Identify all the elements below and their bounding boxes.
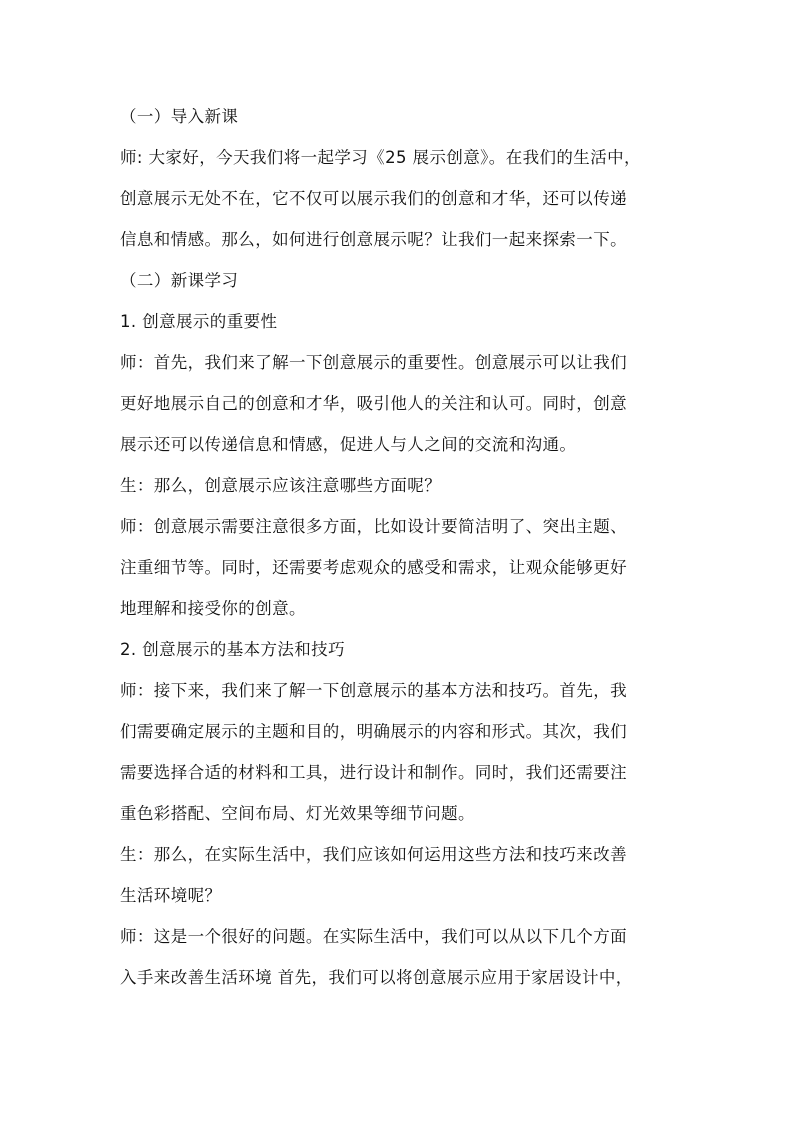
paragraph-line: 入手来改善生活环境 首先，我们可以将创意展示应用于家居设计中，: [120, 968, 633, 987]
section-heading-intro: （一）导入新课: [120, 107, 239, 126]
paragraph-line: 地理解和接受你的创意。: [120, 599, 306, 618]
paragraph-line: 师：创意展示需要注意很多方面，比如设计要简洁明了、突出主题、: [120, 517, 627, 536]
paragraph-line: 更好地展示自己的创意和才华，吸引他人的关注和认可。同时，创意: [120, 394, 627, 413]
paragraph-line: 信息和情感。那么，如何进行创意展示呢？让我们一起来探索一下。: [120, 230, 627, 249]
paragraph-line: 展示还可以传递信息和情感，促进人与人之间的交流和沟通。: [120, 435, 577, 454]
paragraph-line: 需要选择合适的材料和工具，进行设计和制作。同时，我们还需要注: [120, 763, 627, 782]
paragraph-line: 生：那么，创意展示应该注意哪些方面呢？: [120, 476, 442, 495]
paragraph-line: 生：那么，在实际生活中，我们应该如何运用这些方法和技巧来改善: [120, 845, 627, 864]
paragraph-line: 重色彩搭配、空间布局、灯光效果等细节问题。: [120, 804, 475, 823]
paragraph-line: 创意展示无处不在，它不仅可以展示我们的创意和才华，还可以传递: [120, 189, 627, 208]
paragraph-line: 们需要确定展示的主题和目的，明确展示的内容和形式。其次，我们: [120, 722, 627, 741]
paragraph-line: 生活环境呢？: [120, 886, 222, 905]
subheading-methods: 2. 创意展示的基本方法和技巧: [120, 640, 345, 659]
paragraph-line: 师：这是一个很好的问题。在实际生活中，我们可以从以下几个方面: [120, 927, 627, 946]
paragraph-line: 师：首先，我们来了解一下创意展示的重要性。创意展示可以让我们: [120, 353, 627, 372]
document-body: [120, 100, 685, 1002]
paragraph-line: 师：接下来，我们来了解一下创意展示的基本方法和技巧。首先，我: [120, 681, 627, 700]
paragraph-line: 注重细节等。同时，还需要考虑观众的感受和需求，让观众能够更好: [120, 558, 627, 577]
subheading-importance: 1. 创意展示的重要性: [120, 312, 278, 331]
paragraph-line: 师: 大家好，今天我们将一起学习《25 展示创意》。在我们的生活中，: [120, 148, 641, 167]
section-heading-new-lesson: （二）新课学习: [120, 271, 239, 290]
